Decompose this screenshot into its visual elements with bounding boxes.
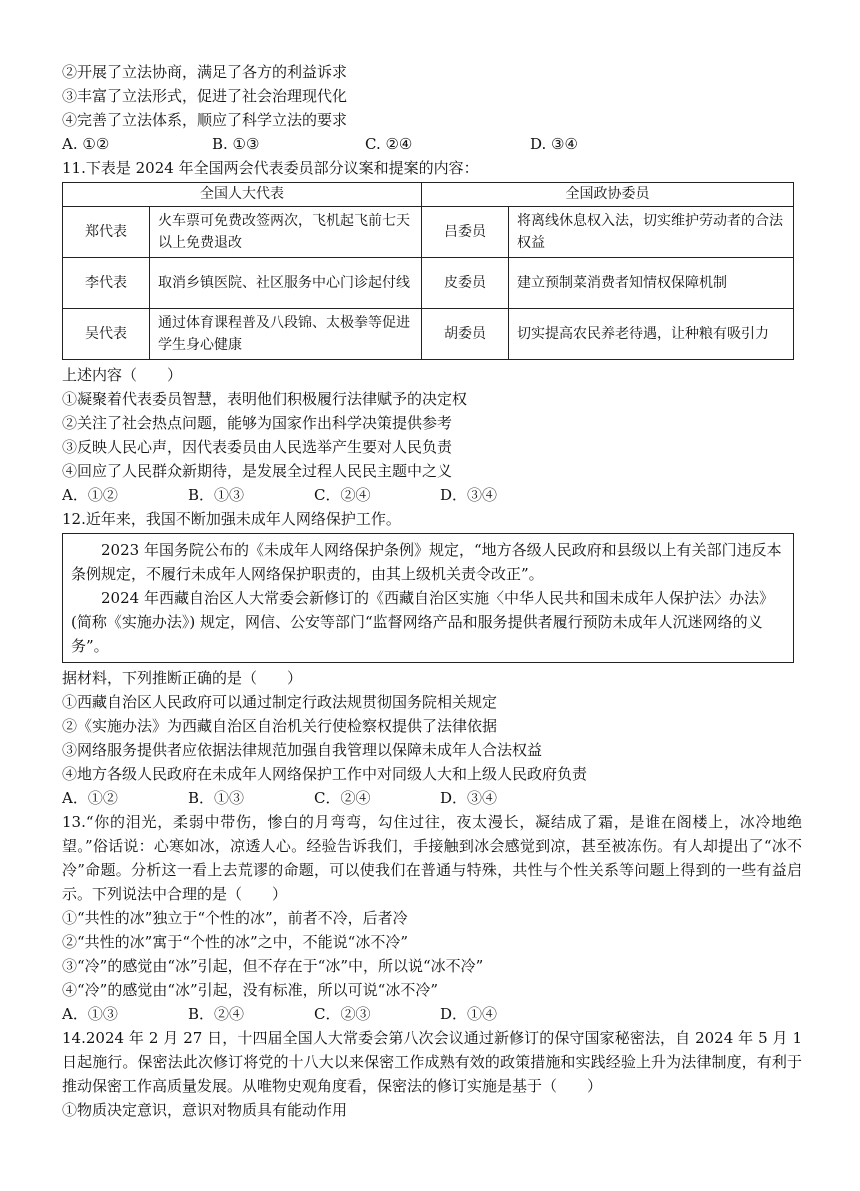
member-proposal: 切实提高农民养老待遇，让种粮有吸引力 — [509, 309, 794, 360]
q10-options — [62, 132, 802, 156]
table-header-row — [63, 183, 794, 207]
q12-option-a: A．①② — [62, 789, 118, 807]
q10-item-2: ②开展了立法协商，满足了各方的利益诉求 — [62, 63, 348, 81]
table-row — [63, 309, 794, 360]
q10-option-c: C. ②④ — [365, 135, 413, 153]
member-proposal: 建立预制菜消费者知情权保障机制 — [509, 258, 794, 309]
q11-option-b: B．①③ — [188, 486, 245, 504]
deputy-proposal: 火车票可免费改签两次，飞机起飞前七天以上免费退改 — [150, 207, 422, 258]
q12-item-3: ③网络服务提供者应依据法律规范加强自我管理以保障未成年人合法权益 — [62, 741, 543, 759]
q12-item-4: ④地方各级人民政府在未成年人网络保护工作中对同级人大和上级人民政府负责 — [62, 765, 588, 783]
q10-item-3: ③丰富了立法形式，促进了社会治理现代化 — [62, 87, 348, 105]
q11-option-c: C．②④ — [314, 486, 371, 504]
table-row — [63, 258, 794, 309]
q13-option-a: A．①③ — [62, 1005, 118, 1023]
q13-stem: 13.“你的泪光，柔弱中带伤，惨白的月弯弯，勾住过往，夜太漫长，凝结成了霜，是谁在阁楼上，冰冷地绝望。”俗话说：心寒如冰，凉透人心。经验告诉我们，手接触到冰会感觉到凉，甚至被冻伤。有人却提出了“冰不冷”命题。分析这一看上去荒谬的命题，可以使我们在普通与特殊，共性与个性关系等问题上得到的一些有益启示。下列说法中合理的是（ ） — [62, 813, 802, 903]
deputy-name: 李代表 — [63, 258, 150, 309]
q12-option-c: C．②④ — [314, 789, 371, 807]
q11-options — [62, 483, 802, 507]
exam-page — [62, 60, 802, 1122]
q12-options — [62, 786, 802, 810]
q12-option-d: D．③④ — [440, 789, 498, 807]
table-row — [63, 207, 794, 258]
q12-material-box — [62, 533, 794, 663]
member-proposal: 将离线休息权入法，切实维护劳动者的合法权益 — [509, 207, 794, 258]
member-name: 皮委员 — [422, 258, 509, 309]
deputy-name: 吴代表 — [63, 309, 150, 360]
q10-option-b: B. ①③ — [212, 135, 260, 153]
deputy-proposal: 通过体育课程普及八段锦、太极拳等促进学生身心健康 — [150, 309, 422, 360]
q11-stem: 11.下表是 2024 年全国两会代表委员部分议案和提案的内容： — [62, 159, 479, 177]
deputy-name: 郑代表 — [63, 207, 150, 258]
q14-stem: 14.2024 年 2 月 27 日，十四届全国人大常委会第八次会议通过新修订的保守国家秘密法，自 2024 年 5 月 1 日起施行。保密法此次修订将党的十八大以来保密工作成熟有效的政策措施和实践经验上升为法律制度，有利于推动保密工作高质量发展。从唯物史观角度看，保密法的修订实施是基于（ ） — [62, 1029, 802, 1095]
q12-item-2: ②《实施办法》为西藏自治区自治机关行使检察权提供了法律依据 — [62, 717, 498, 735]
q12-option-b: B．①③ — [188, 789, 245, 807]
header-cppcc-members: 全国政协委员 — [422, 183, 794, 207]
q11-item-3: ③反映人民心声，因代表委员由人民选举产生要对人民负责 — [62, 438, 453, 456]
q12-material-para-2: 2024 年西藏自治区人大常委会新修订的《西藏自治区实施〈中华人民共和国未成年人保护法〉办法》(简称《实施办法》) 规定，网信、公安等部门“监督网络产品和服务提供者履行预防未成年人沉迷网络的义务”。 — [71, 589, 774, 655]
q12-prompt: 据材料，下列推断正确的是（ ） — [62, 669, 303, 687]
q11-item-2: ②关注了社会热点问题，能够为国家作出科学决策提供参考 — [62, 414, 453, 432]
q13-option-b: B．②④ — [188, 1005, 245, 1023]
q13-options — [62, 1002, 802, 1026]
member-name: 吕委员 — [422, 207, 509, 258]
q10-option-a: A. ①② — [62, 135, 110, 153]
q11-item-4: ④回应了人民群众新期待，是发展全过程人民民主题中之义 — [62, 462, 453, 480]
q13-item-4: ④“冷”的感觉由“冰”引起，没有标准，所以可说“冰不冷” — [62, 981, 439, 999]
proposals-table — [62, 182, 794, 360]
header-npc-deputies: 全国人大代表 — [63, 183, 422, 207]
q13-option-d: D．①④ — [440, 1005, 498, 1023]
q10-item-4: ④完善了立法体系，顺应了科学立法的要求 — [62, 111, 348, 129]
q13-item-1: ①“共性的冰”独立于“个性的冰”，前者不冷，后者冷 — [62, 909, 408, 927]
q13-option-c: C．②③ — [314, 1005, 371, 1023]
q13-item-2: ②“共性的冰”寓于“个性的冰”之中，不能说“冰不冷” — [62, 933, 409, 951]
member-name: 胡委员 — [422, 309, 509, 360]
q11-option-a: A．①② — [62, 486, 118, 504]
deputy-proposal: 取消乡镇医院、社区服务中心门诊起付线 — [150, 258, 422, 309]
q12-item-1: ①西藏自治区人民政府可以通过制定行政法规贯彻国务院相关规定 — [62, 693, 498, 711]
q10-option-d: D. ③④ — [530, 135, 578, 153]
q12-material-para-1: 2023 年国务院公布的《未成年人网络保护条例》规定，“地方各级人民政府和县级以上有关部门违反本条例规定，不履行未成年人网络保护职责的，由其上级机关责令改正”。 — [71, 541, 782, 583]
q11-item-1: ①凝聚着代表委员智慧，表明他们积极履行法律赋予的决定权 — [62, 390, 468, 408]
q11-prompt: 上述内容（ ） — [62, 366, 183, 384]
q12-stem: 12.近年来，我国不断加强未成年人网络保护工作。 — [62, 510, 401, 528]
q14-item-1: ①物质决定意识，意识对物质具有能动作用 — [62, 1101, 348, 1119]
q11-option-d: D．③④ — [440, 486, 498, 504]
q13-item-3: ③“冷”的感觉由“冰”引起，但不存在于“冰”中，所以说“冰不冷” — [62, 957, 484, 975]
